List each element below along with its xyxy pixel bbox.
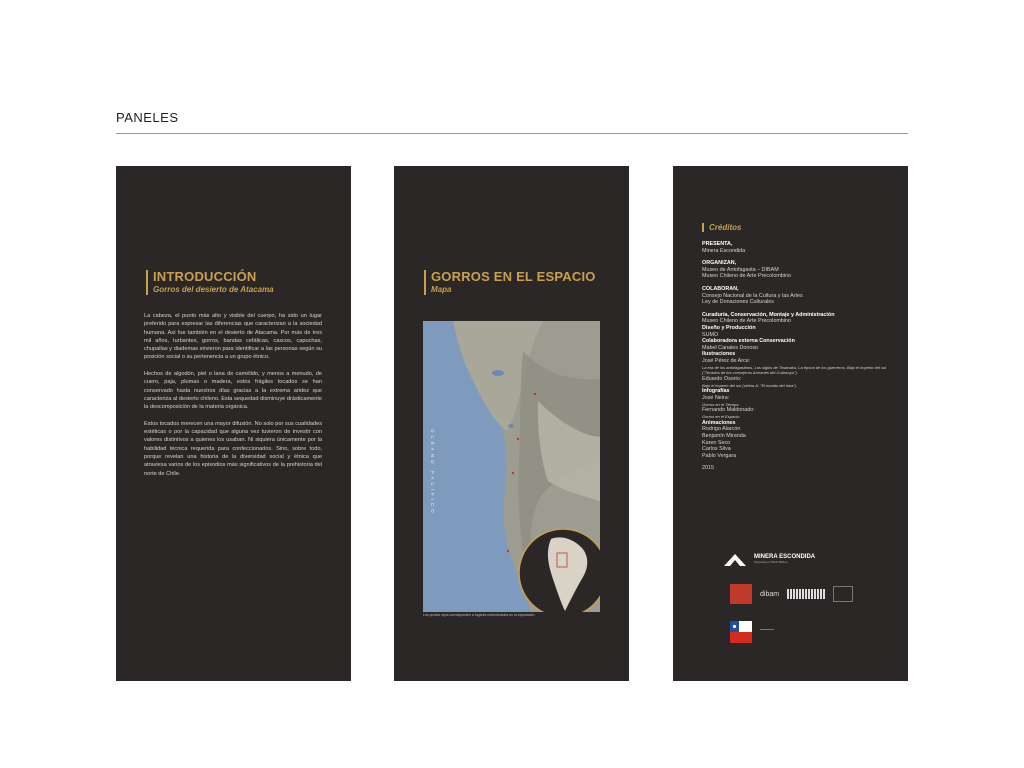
intro-text bbox=[144, 312, 322, 486]
credit-value: José Neira: bbox=[702, 395, 730, 402]
page-title: PANELES bbox=[116, 110, 179, 125]
museo-precolombino-logo-icon bbox=[787, 589, 825, 599]
logo-presenta bbox=[702, 552, 815, 566]
ocean-label: OCÉANO PACÍFICO bbox=[430, 429, 435, 516]
map-image bbox=[423, 321, 600, 612]
credit-value: SUMO bbox=[702, 331, 719, 338]
credit-detail: La era de los antofagastinos, Los siglos de Tiwanaku, La época de los guerreros, Bajo el imperio del sol ("Tocados de los consejeros Armanes del Collasuyu"). bbox=[702, 364, 887, 376]
credit-detail: Bajo el imperio del sol (vitrina A: "El tocado del Inka"). bbox=[702, 382, 798, 388]
credit-value: Rodrigo Alarcón bbox=[702, 426, 741, 433]
credit-label: Diseño y Producción bbox=[702, 324, 756, 331]
credits-block bbox=[702, 223, 892, 472]
credit-value: Eduardo Osorio: bbox=[702, 376, 742, 383]
paragraph: La cabeza, el punto más alto y visible del cuerpo, ha sido un lugar preferido para expresar las diferencias que caracterizan a la sociedad humana. Así fue también en el desierto de Atacama. Por más de tres mil años, turbantes, gorros, bandas cefálicas, cascos, capuchas, chupallas y diademas sirvieron para identificar a las personas según su posición social o su pertenencia a un grupo étnico. bbox=[144, 313, 322, 361]
map-relief bbox=[423, 321, 600, 612]
credit-value: Museo Chileno de Arte Precolombino bbox=[702, 273, 791, 280]
credit-value: Benjamín Miranda bbox=[702, 433, 746, 440]
credit-label: COLABORAN, bbox=[702, 285, 739, 292]
panel-subheading: Gorros del desierto de Atacama bbox=[153, 285, 274, 294]
credit-label: Infografías bbox=[702, 388, 730, 395]
credit-detail: Gorros en el Espacio. bbox=[702, 414, 741, 420]
panel-creditos bbox=[673, 166, 908, 681]
credit-label: Ilustraciones bbox=[702, 351, 736, 358]
panel-heading-block bbox=[146, 270, 274, 295]
museo-antofagasta-logo-icon bbox=[730, 584, 752, 604]
panel-heading: GORROS EN EL ESPACIO bbox=[431, 269, 596, 284]
credit-value: Museo Chileno de Arte Precolombino bbox=[702, 318, 791, 325]
credit-label: Curaduría, Conservación, Montaje y Administración bbox=[702, 311, 835, 318]
panel-heading: INTRODUCCIÓN bbox=[153, 269, 257, 284]
paragraph: Estos tocados merecen una mayor difusión. No solo por sus cualidades estéticas o por la capacidad que alguna vez tuvieron de investir con valores distintivos a quienes los usaban. Ni siquiera únicamente por la habilidad técnica requerida para confeccionarlos. Sino, sobre todo, porque revelan una historia de la diversidad social y étnica que atraviesa varios de los episodios más significativos de la prehistoria del norte de Chile. bbox=[144, 420, 322, 477]
minera-escondida-logo-text: MINERA ESCONDIDA bbox=[754, 554, 816, 560]
credit-value: José Pérez de Arce: bbox=[702, 357, 751, 364]
credit-label: Animaciones bbox=[702, 419, 736, 426]
credit-value: Consejo Nacional de la Cultura y las Artes bbox=[702, 292, 803, 299]
paragraph: Hechos de algodón, piel o lana de camélido, y menos a menudo, de cuero, paja, plumas o madera, estos frágiles tocados se han conservado hasta nuestros días gracias a la extrema aridez que caracteriza al desierto chileno. Esta sequedad disminuye drásticamente la descomposición de la materia orgánica. bbox=[144, 371, 322, 411]
panel-subheading: Mapa bbox=[431, 285, 452, 294]
credit-value: Karen Seco bbox=[702, 439, 731, 446]
museo-precolombino-logo-mark bbox=[833, 586, 853, 602]
minera-escondida-logo-icon bbox=[724, 552, 746, 566]
panel-mapa bbox=[394, 166, 629, 681]
credit-value: Mabel Canales Donoso bbox=[702, 344, 759, 351]
credit-label: ORGANIZAN, bbox=[702, 260, 737, 267]
credit-value: Carlos Silva bbox=[702, 446, 731, 453]
credit-value: Minera Escondida bbox=[702, 247, 746, 254]
dibam-logo: dibam bbox=[760, 590, 780, 598]
credit-detail: Gorros en el Tiempo. bbox=[702, 401, 740, 407]
divider bbox=[116, 133, 908, 134]
credits-title: Créditos bbox=[702, 223, 892, 232]
map-caption: Los puntos rojos corresponden a lugares mencionados en la exposición. bbox=[423, 613, 536, 617]
credit-value: Fernando Maldonado: bbox=[702, 407, 755, 414]
credit-value: Ley de Donaciones Culturales bbox=[702, 299, 774, 306]
credit-value: Museo de Antofagasta – DIBAM bbox=[702, 266, 779, 273]
logo-organizan bbox=[702, 584, 853, 604]
credit-value: Pablo Vergara bbox=[702, 452, 737, 459]
ley-donaciones-logo bbox=[760, 629, 774, 636]
credit-label: Colaboradora externa Conservación bbox=[702, 338, 795, 345]
minera-escondida-logo-sub: Operada por BHP Billiton bbox=[754, 560, 788, 564]
cnca-logo-icon bbox=[730, 621, 752, 643]
credit-year: 2015 bbox=[702, 465, 714, 472]
logo-colaboran bbox=[702, 621, 774, 643]
credit-label: PRESENTA, bbox=[702, 241, 733, 247]
panel-heading-block bbox=[424, 270, 596, 295]
panel-introduccion bbox=[116, 166, 351, 681]
